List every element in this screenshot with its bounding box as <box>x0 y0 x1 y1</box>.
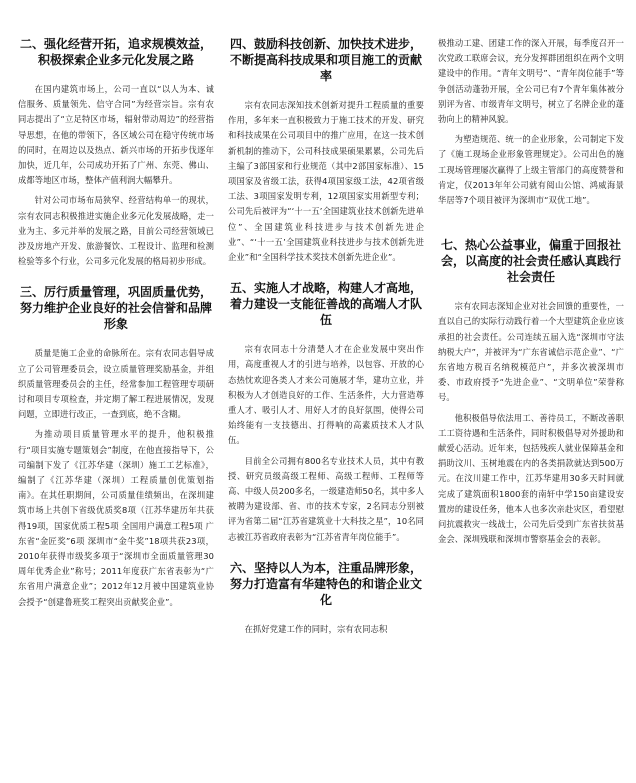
paragraph: 宗有农同志深知技术创新对提升工程质量的重要作用，多年来一直积极致力于施工技术的开发、研究和科技成果在公司项目中的推广应用，在这一技术创新机制的推动下，公司科技成果硕果累累，公司先后主编了3部国家和行业规范（其中2部国家标准）、15项国家及省级工法，获得4项国家级工法，42项省级工法、3项国家发明专利，12项国家实用新型专利；公司先后被评为“‘十一五’全国建筑业技术创新先进单位”、全国建筑业科技进步与技术创新先进企业”、“‘十一五’全国建筑业科技进步与技术创新先进企业”和“全国科学技术奖技术创新先进企业”。 <box>228 100 424 263</box>
section-title: 六、坚持以人为本，注重品牌形象，努力打造富有华建特色的和谐企业文化 <box>229 560 422 607</box>
section-6-continued <box>438 36 624 213</box>
paragraph: 宗有农同志十分清楚人才在企业发展中突出作用，高度重视人才的引进与培养，以包容、开放的心态热忱欢迎各类人才来公司施展才华，建功立业，并积极为人才创造良好的工作、生活条件，大力营造尊重人才、吸引人才、用好人才的良好氛围，使得公司始终能有一支技德出、打得响的高素质技术人才队伍。 <box>228 344 424 446</box>
paragraph: 他积极倡导依法用工、善待员工，不断改善职工工资待遇和生活条件，同时积极倡导对外援助和献爱心活动。近年来，包括残疾人就业保障基金和捐助汶川、玉树地震在内的各类捐款就达到500万元。在汶川建工作中，江苏华建用30多天时间就完成了建筑面积1800套的南轩中学150亩建设安置房的建设任务，他本人也多次亲赴灾区，看望慰问抗震救灾一线战士，公司先后受到广东省扶贫基金会、深圳残联和深圳市警察基金会的表彰。 <box>438 412 624 545</box>
paragraph: 质量是施工企业的命脉所在。宗有农同志倡导成立了公司管理委员会，设立质量管理奖励基金，并组织质量管理委员会的主任，经常参加工程管理专项研讨和项目专项检查，并定期了解工程进展情况，发现问题，立即进行改正，一查到底，绝不含糊。 <box>18 348 214 420</box>
paragraph: 为推动项目质量管理水平的提升，他积极推行“项目实施专题策划会”制度，在他直接指导下，公司编制下发了《江苏华建（深圳）施工工艺标准》，编制了《江苏华建（深圳）工程质量创优策划指南》。在其任职期间，公司质量佳绩频出，在深圳建筑市场上共创下省级优质奖8项（江苏华建历年共获得19项，国家优质工程5项 全国用户满意工程5项 广东省“金匠奖”6项 深圳市“金牛奖”18项共获23项，2010年获得市级奖多项于“深圳市全面质量管理30周年优秀企业”称号；2011年度获广东省表彰为“广东省用户满意企业”；2012年12月被中国建筑业协会授予“创建鲁班奖工程突出贡献奖企业”。 <box>18 429 214 607</box>
section-title: 三、厉行质量管理，巩固质量优势，努力维护企业良好的社会信誉和品牌形象 <box>19 285 212 332</box>
section-5 <box>228 280 424 550</box>
section-title: 七、热心公益事业，偏重于回报社会，以高度的社会责任感认真践行社会责任 <box>440 238 621 285</box>
paragraph: 针对公司市场布局狭窄、经营结构单一的现状，宗有农同志积极推进实施企业多元化发展战略，走一业为主、多元并举的发展之路，目前公司经营领域已涉及房地产开发、旅游餐饮、工程设计、监理和检测检验等多个行业，公司多元化发展的格局初步形成。 <box>18 195 214 267</box>
paragraph: 宗有农同志深知企业对社会回馈的重要性，一直以自己的实际行动践行着一个大型建筑企业应该承担的社会责任。公司连续五届入选“深圳市守法纳税大户”，并被评为“广东省诚信示范企业”、“广东省地方税百名纳税模范户”，并多次被深圳市委、市政府授予“先进企业”、“文明单位”荣誉称号。 <box>438 301 624 403</box>
section-title: 四、鼓励科技创新、加快技术进步，不断提高科技成果和项目施工的贡献率 <box>229 37 422 83</box>
paragraph: 极推动工建、团建工作的深入开展，每季度召开一次党政工联席会议，充分发挥群团组织在两个文明建设中的作用。“青年文明号”、“青年岗位能手”等争创活动蓬勃开展，全公司已有7个青年集体被分别评为省、市级青年文明号，树立了名牌企业的蓬勃向上的精神风貌。 <box>438 38 624 125</box>
section-4 <box>228 36 424 270</box>
section-7 <box>438 237 624 552</box>
section-title: 二、强化经营开拓，追求规模效益，积极探索企业多元化发展之路 <box>19 37 212 67</box>
column-left <box>18 36 214 775</box>
paragraph: 为塑造规范、统一的企业形象，公司制定下发了《施工现场企业形象管理规定》。公司出色的施工现场管理屡次赢得了上级主管部门的高度赞誉和肯定，仅2013年年公司就有阅山公馆、鸿威海景华居等7个项目被评为深圳市“双优工地”。 <box>438 134 624 206</box>
section-3 <box>18 284 214 614</box>
section-6 <box>228 560 424 642</box>
paragraph: 在国内建筑市场上，公司一直以“以人为本、诚信服务、质量领先、信守合同”为经营宗旨。宗有农同志提出了“立足特区市场，辐射带动周边”的经营指导思想，在他的带领下，各区域公司在稳守传统市场的同时，在周边以及热点、新兴市场的开拓步伐逐年加快，近几年，公司成功开拓了广州、东莞、佛山、成都等地区市场，整体产值利润大幅攀升。 <box>18 84 214 186</box>
column-right <box>438 36 624 775</box>
section-title: 五、实施人才战略，构建人才高地，着力建设一支能征善战的高端人才队伍 <box>229 281 422 328</box>
paragraph: 目前全公司拥有800名专业技术人员，其中有教授、研究员级高级工程师、高级工程师、工程师等高、中级人员200多名，一级建造师50名，其中多人被聘为建设部、省、市的技术专家，2名同志分别被评为省第二届“江苏省建筑业十大科技之星”，10名同志被江苏省政府表彰为“江苏省青年岗位能手”。 <box>228 455 424 542</box>
column-middle <box>228 36 424 775</box>
section-2 <box>18 36 214 274</box>
paragraph: 在抓好党建工作的同时，宗有农同志积 <box>244 623 388 634</box>
